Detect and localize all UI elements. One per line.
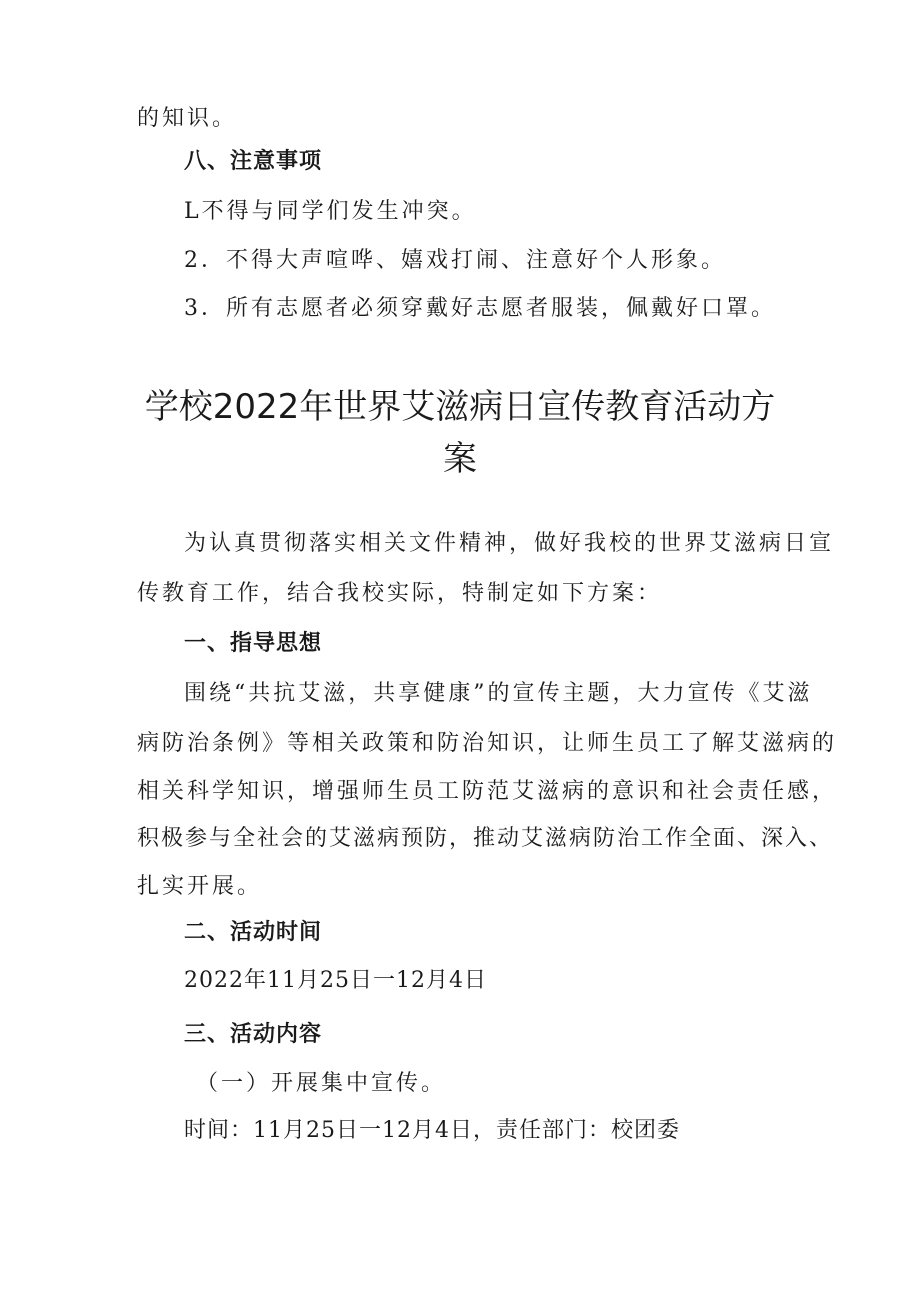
- intro-line-1: 为认真贯彻落实相关文件精神，做好我校的世界艾滋病日宣: [184, 531, 835, 556]
- ideology-line-5: 扎实开展。: [137, 874, 263, 899]
- note-item-3: 3．所有志愿者必须穿戴好志愿者服装，佩戴好口罩。: [184, 296, 776, 321]
- content-subsection-1-detail: 时间：11月25日一12月4日，责任部门：校团委: [184, 1118, 680, 1143]
- document-title-line-1: 学校2022年世界艾滋病日宣传教育活动方: [144, 387, 776, 427]
- ideology-line-3: 相关科学知识，增强师生员工防范艾滋病的意识和社会责任感，: [137, 779, 838, 804]
- heading-activity-content: 三、活动内容: [184, 1022, 323, 1047]
- document-title-line-2: 案: [443, 439, 477, 479]
- previous-section-tail: 的知识。: [137, 106, 238, 131]
- note-item-1: L不得与同学们发生冲突。: [184, 199, 477, 224]
- activity-time-text: 2022年11月25日一12月4日: [184, 968, 487, 993]
- ideology-line-1: 围绕“共抗艾滋，共享健康”的宣传主题，大力宣传《艾滋: [184, 681, 813, 706]
- heading-activity-time: 二、活动时间: [184, 920, 323, 945]
- note-item-2: 2．不得大声喧哗、嬉戏打闹、注意好个人形象。: [184, 248, 726, 273]
- content-subsection-1: （一）开展集中宣传。: [196, 1071, 447, 1096]
- ideology-line-4: 积极参与全社会的艾滋病预防，推动艾滋病防治工作全面、深入、: [137, 826, 834, 851]
- ideology-line-2: 病防治条例》等相关政策和防治知识，让师生员工了解艾滋病的: [137, 731, 838, 756]
- intro-line-2: 传教育工作，结合我校实际，特制定如下方案：: [137, 581, 663, 606]
- heading-guiding-ideology: 一、指导思想: [184, 631, 323, 656]
- heading-notes: 八、注意事项: [184, 149, 323, 174]
